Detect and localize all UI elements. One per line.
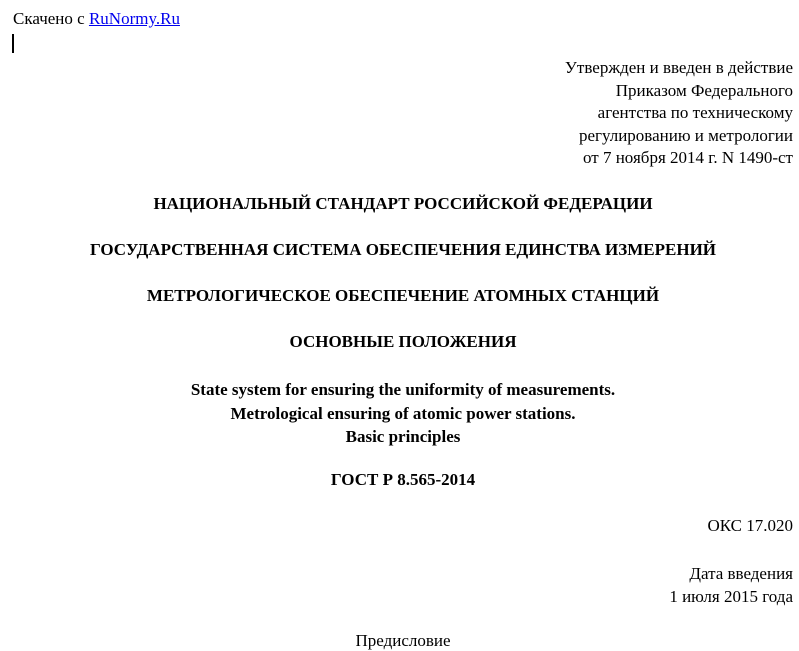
part-heading: ОСНОВНЫЕ ПОЛОЖЕНИЯ [289, 332, 517, 351]
runormy-link[interactable]: RuNormy.Ru [88, 9, 180, 28]
english-title-line: Metrological ensuring of atomic power stations. [230, 403, 576, 423]
subject-heading: МЕТРОЛОГИЧЕСКОЕ ОБЕСПЕЧЕНИЕ АТОМНЫХ СТАНЦИЙ [146, 286, 660, 305]
introduction-date-block [669, 563, 793, 608]
system-heading: ГОСУДАРСТВЕННАЯ СИСТЕМА ОБЕСПЕЧЕНИЯ ЕДИНСТВА ИЗМЕРЕНИЙ [89, 240, 717, 259]
approval-line: Приказом Федерального [615, 80, 793, 100]
foreword-heading: Предисловие [355, 631, 451, 650]
text-cursor [12, 34, 14, 53]
english-title-line: Basic principles [345, 427, 461, 446]
english-title-line: State system for ensuring the uniformity of measurements. [190, 380, 616, 399]
introduction-date-value: 1 июля 2015 года [669, 586, 793, 606]
source-line [13, 9, 180, 29]
approval-line: регулированию и метрологии [578, 125, 793, 145]
source-prefix: Скачено с [13, 9, 89, 28]
english-title [0, 378, 799, 449]
introduction-date-label: Дата введения [689, 564, 793, 583]
oks-code: ОКС 17.020 [707, 516, 793, 535]
gost-designation: ГОСТ Р 8.565-2014 [330, 470, 476, 489]
approval-block [565, 57, 793, 170]
approval-line: от 7 ноября 2014 г. N 1490-ст [583, 148, 793, 168]
approval-line: Утвержден и введен в действие [564, 58, 793, 77]
standard-type-heading: НАЦИОНАЛЬНЫЙ СТАНДАРТ РОССИЙСКОЙ ФЕДЕРАЦИИ [153, 194, 653, 213]
approval-line: агентства по техническому [597, 103, 793, 123]
